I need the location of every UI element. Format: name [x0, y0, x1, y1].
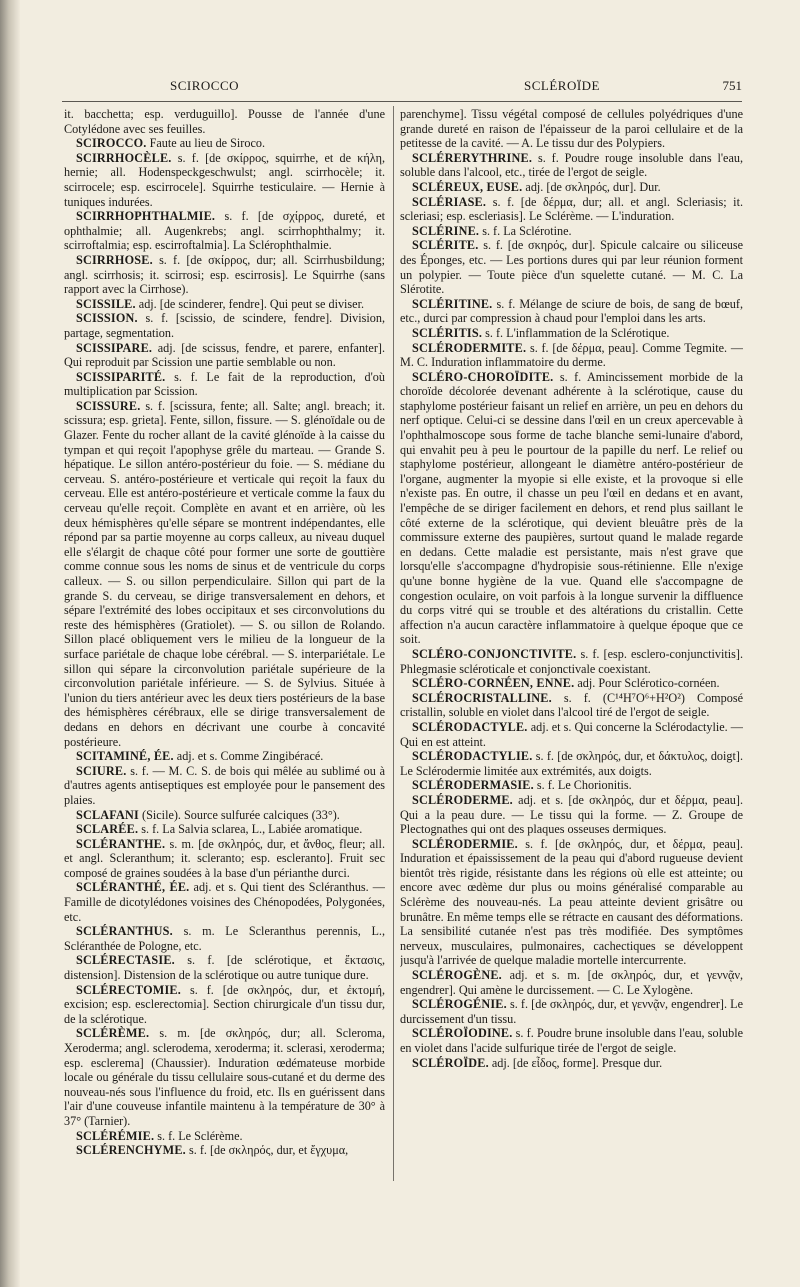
entry-definition: s. f. [scissio, de scindere, fendre]. Division, partage, segmentation.: [64, 311, 385, 340]
dictionary-entry: [64, 764, 385, 808]
dictionary-entry: [400, 676, 743, 691]
entry-definition: s. f. Poudre rouge insoluble dans l'eau, soluble dans l'alcool, etc., tirée de l'ergot de seigle.: [400, 150, 743, 180]
entry-headword: SCLARÉE.: [76, 822, 139, 837]
entry-headword: SCLÉROGÈNE.: [412, 968, 502, 983]
entry-definition: s. m. Le Scleranthus perennis, L., Scléranthée de Pologne, etc.: [64, 924, 385, 953]
entry-definition: s. f. [de σκληρός, dur, et δάκτυλος, doigt]. Le Sclérodermie limitée aux extrémités, aux doigts.: [400, 749, 743, 778]
entry-definition: s. f. [esp. esclero-conjunctivitis]. Phlegmasie scléroticale et conjonctivale coexistant.: [400, 646, 743, 676]
entry-definition: s. f. Le Chorionitis.: [536, 778, 632, 793]
dictionary-entry: [400, 341, 743, 370]
entry-headword: SCLÉREUX, EUSE.: [412, 179, 523, 194]
dictionary-entry: [64, 880, 385, 924]
running-head-left: SCIROCCO: [170, 78, 240, 93]
entry-headword: SCISSION.: [76, 311, 138, 326]
entry-definition: s. f. (C¹⁴H⁷O⁶+H²O²) Composé cristallin, soluble en violet dans l'alcool tiré de l'ergot de seigle.: [400, 690, 743, 720]
entry-headword: SCLÉRODERMITE.: [412, 340, 527, 355]
entry-definition: parenchyme]. Tissu végétal composé de cellules polyédriques d'une grande dureté en raison de l'épaisseur de la paroi cellulaire et de la petitesse de la cavité. — A. Le tissu dur des Polypiers.: [400, 107, 743, 151]
entry-headword: SCLÉRECTASIE.: [76, 953, 175, 968]
dictionary-entry: [64, 341, 385, 370]
entry-definition: s. m. [de σκληρός, dur; all. Scleroma, Xeroderma; angl. sclerodema, xeroderma; it. sclerasi, xeroderma; esp. esclerema] (Chaussier). Induration œdémateuse morbide locale ou générale du tissu cellulaire sous-cutané et du derme des nouveau-nés sous l'influence du froid, etc. Ils en guérissent dans l'air d'une couveuse infantile maintenu à la température de 30° à 37° (Tarnier).: [64, 1026, 385, 1128]
dictionary-entry: [400, 647, 743, 676]
entry-definition: adj. et s. Qui concerne la Sclérodactylie. — Qui en est atteint.: [400, 719, 743, 749]
entry-definition: adj. et s. Qui tient des Scléranthus. — Famille de dicotylédones voisines des Chénopodées, Polygonées, etc.: [64, 880, 385, 924]
entry-definition: s. f. L'inflammation de la Sclérotique.: [485, 325, 670, 340]
entry-definition: adj. et s. m. [de σκληρός, dur, et γεννᾷν, engendrer]. Qui amène le durcissement. — C. Le Xylogène.: [400, 968, 743, 997]
entry-definition: s. f. [de σκληρός, dur, et ἔγχυμα,: [188, 1143, 349, 1158]
dictionary-entry: [64, 399, 385, 749]
entry-headword: SCLÉROCRISTALLINE.: [412, 690, 552, 705]
dictionary-entry: [64, 1026, 385, 1128]
entry-headword: SCLÉRÈME.: [76, 1026, 150, 1041]
entry-headword: SCIROCCO.: [76, 136, 147, 151]
dictionary-entry: [400, 370, 743, 647]
dictionary-entry: [400, 778, 743, 793]
dictionary-entry: [64, 311, 385, 340]
entry-definition: s. f. [de σκληρός, dur, et ἐκτομή, excision; esp. esclerectomia]. Section chirurgicale d'un tissu dur, de la sclérotique.: [64, 982, 385, 1026]
entry-headword: SCLÉRIASE.: [412, 194, 487, 209]
entry-headword: SCIRRHOSE.: [76, 252, 153, 267]
entry-definition: s. f. [de σκηρός, dur]. Spicule calcaire ou siliceuse des Éponges, etc. — Les portions dures qui par leur réunion forment un polypier. — Toute pièce d'un squelette cutané. — M. C. La Slérotite.: [400, 238, 743, 297]
entry-headword: SCISSIPARE.: [76, 340, 153, 355]
entry-headword: SCLÉRANTHE.: [76, 836, 166, 851]
entry-headword: SCLÉRINE.: [412, 223, 480, 238]
entry-definition: adj. et s. [de σκληρός, dur et δέρμα, peau]. Qui a la peau dure. — Le tissu qui la forme. — Z. Groupe de Plectognathes qui ont des plaques osseuses dermiques.: [400, 792, 743, 837]
dictionary-entry: [64, 953, 385, 982]
page-binding-edge: [0, 0, 20, 1287]
entry-definition: s. f. — M. C. S. de bois qui mêlée au sublimé ou à d'autres agents antiseptiques est employée pour le pansement des plaies.: [64, 763, 385, 807]
dictionary-entry: [400, 180, 743, 195]
entry-definition: (Sicile). Source sulfurée calciques (33°).: [142, 807, 340, 822]
entry-definition: s. f. Le Sclérème.: [157, 1128, 243, 1143]
dictionary-entry: [400, 195, 743, 224]
entry-definition: s. f. [de sclérotique, et ἔκτασις, distension]. Distension de la sclérotique ou autre tunique dure.: [64, 953, 385, 983]
dictionary-entry: [64, 151, 385, 209]
right-column: [400, 107, 743, 1197]
dictionary-entry: [400, 749, 743, 778]
dictionary-entry: [64, 924, 385, 953]
entry-definition: s. f. [de δέρμα, peau]. Comme Tegmite. — M. C. Induration inflammatoire du derme.: [400, 340, 743, 370]
entry-definition: it. bacchetta; esp. verduguillo]. Pousse de l'année d'une Cotylédone avec ses feuilles.: [64, 107, 385, 136]
entry-definition: s. f. La Sclérotine.: [482, 223, 572, 238]
entry-definition: s. f. [scissura, fente; all. Salte; angl. breach; it. scissura; esp. grieta]. Fente, sillon, fissure. — S. glénoïdale ou de Glazer. Fente du rocher allant de la cavité glénoïde à la caisse du tympan et qui reçoit l'apophyse grêle du marteau. — Grande S. hépatique. Le sillon antéro-postérieur du foie. — S. médiane du cerveau. S. antéro-postérieure et verticale qui reçoit la faux du cerveau. Elle est antéro-postérieure et verticale comme la faux du cerveau qu'elle reçoit. Complète en avant et en arrière, où les deux hémisphères qu'elle sépare se montrent indépendantes, elle répond par sa partie moyenne au corps calleux, au niveau duquel elle s'élargit de chaque côté pour former une sorte de gouttière comme connue sous les noms de sinus et de ventricule du corps calleux. — S. ou sillon perpendiculaire. Sillon qui part de la grande S. du cerveau, se dirige transversalement en dehors, et sépare l'extrémité des lobes occipitaux et ses circonvolutions du reste des hémisphères (Gratiolet). — S. ou sillon de Rolando. Sillon placé obliquement vers le milieu de la longueur de la surface pariétale de chaque lobe cérébral. — S. interpariétale. Le sillon qui sépare la circonvolution pariétale supérieure de la circonvolution pariétale inférieure. — S. de Sylvius. Située à l'union du tiers antérieur avec les deux tiers postérieurs de la base des hémisphères cérébraux, elle se dirige transversalement de dedans en dehors en décrivant une courbe à concavité postérieure.: [64, 398, 385, 749]
dictionary-entry: [400, 968, 743, 997]
entry-headword: SCLÉRECTOMIE.: [76, 982, 181, 997]
entry-definition: s. f. Mélange de sciure de bois, de sang de bœuf, etc., durci par compression à chaud pour l'emploi dans les arts.: [400, 296, 743, 326]
entry-definition: s. f. Poudre brune insoluble dans l'eau, soluble en violet dans l'acide sulfurique tirée de l'ergot de seigle.: [400, 1026, 743, 1055]
dictionary-entry: [400, 997, 743, 1026]
dictionary-entry: [400, 720, 743, 749]
dictionary-entry: [64, 822, 385, 837]
entry-definition: s. f. Le fait de la reproduction, d'où multiplication par Scission.: [64, 369, 385, 399]
entry-headword: SCISSIPARITÉ.: [76, 369, 166, 384]
entry-headword: SCLÉRITINE.: [412, 296, 493, 311]
dictionary-entry: [400, 238, 743, 296]
entry-definition: s. f. La Salvia sclarea, L., Labiée aromatique.: [141, 822, 363, 837]
entry-headword: SCIRRHOCÈLE.: [76, 150, 172, 165]
entry-headword: SCLÉRODACTYLIE.: [412, 749, 533, 764]
dictionary-entry: [64, 1129, 385, 1144]
dictionary-entry: [64, 136, 385, 151]
dictionary-entry: [400, 691, 743, 720]
entry-headword: SCLÉRANTHUS.: [76, 924, 173, 939]
entry-definition: s. f. [de σκληρός, dur, et γεννᾷν, engendrer]. Le durcissement d'un tissu.: [400, 997, 743, 1026]
entry-headword: SCLÉROGÉNIE.: [412, 997, 507, 1012]
dictionary-entry: [64, 808, 385, 823]
entry-headword: SCISSILE.: [76, 296, 136, 311]
entry-headword: SCLÉRITIS.: [412, 325, 483, 340]
dictionary-entry: [64, 983, 385, 1027]
dictionary-entry: [64, 253, 385, 297]
left-column: [64, 107, 385, 1197]
entry-definition: adj. [de scissus, fendre, et parere, enfanter]. Qui reproduit par Scission une partie semblable ou non.: [64, 340, 385, 370]
entry-definition: s. f. [de σκληρός, dur, et δέρμα, peau]. Induration et épaississement de la peau qui d'abord rugueuse devient bientôt très rigide, résistante dans les régions où elle est atteinte; ou encore avec œdème dur plus ou moins généralisé comparable au Sclérème des nouveau-nés. La peau atteinte devient grisâtre ou brunâtre. En même temps elle se rétracte en causant des déformations. La sensibilité cutanée n'est pas très modifiée. Des symptômes nerveux, musculaires, pulmonaires, cachectiques se développent jusqu'à l'arrivée de quelque maladie mortelle intercurrente.: [400, 836, 743, 968]
dictionary-entry: [64, 209, 385, 253]
entry-headword: SCLÉRODERME.: [412, 792, 513, 807]
entry-definition: s. f. [de δέρμα, dur; all. et angl. Scleriasis; it. scleriasi; esp. escleriasis]. Le Sclérème. — L'induration.: [400, 194, 743, 224]
entry-definition: s. m. [de σκληρός, dur, et ἄνθος, fleur; all. et angl. Scleranthum; it. scleranto; esp. escleranto]. Fruit sec composé de graines soudées à la base d'un périanthe durci.: [64, 836, 385, 880]
dictionary-entry: [400, 224, 743, 239]
entry-definition: adj. [de εἶδος, forme]. Presque dur.: [491, 1055, 663, 1070]
dictionary-entry: [400, 151, 743, 180]
entry-headword: SCITAMINÉ, ÉE.: [76, 749, 174, 764]
entry-headword: SCLÉRÉMIE.: [76, 1128, 155, 1143]
entry-headword: SCLÉRITE.: [412, 238, 479, 253]
dictionary-entry: [400, 297, 743, 326]
entry-headword: SCLÉRO-CONJONCTIVITE.: [412, 646, 577, 661]
entry-definition: s. f. [de σκίρρος, dur; all. Scirrhusbildung; angl. scirrhosis; it. scirrosi; esp. escirrosis]. Le Squirrhe (sans rapport avec la Cirrhose).: [64, 252, 385, 297]
page-number: 751: [722, 78, 742, 93]
entry-headword: SCLÉRODERMIE.: [412, 836, 518, 851]
entry-definition: s. f. [de σχίρρος, dureté, et ophthalmie; all. Augenkrebs; angl. scirrhophthalmy; it. scirroftalmia; esp. escirroftalmia]. La Sclérophthalmie.: [64, 209, 385, 253]
entry-headword: SCLÉRANTHÉ, ÉE.: [76, 880, 190, 895]
entry-headword: SCIRRHOPHTHALMIE.: [76, 209, 216, 224]
entry-headword: SCLÉRODERMASIE.: [412, 778, 534, 793]
entry-definition: adj. Pour Sclérotico-cornéen.: [577, 676, 720, 691]
entry-headword: SCLÉROÏDE.: [412, 1055, 489, 1070]
dictionary-entry: [400, 1056, 743, 1071]
dictionary-entry: [400, 107, 743, 151]
entry-definition: s. f. Amincissement morbide de la choroïde décolorée devenant adhérente à la sclérotique, cause du staphylome postérieur faisant un relief en arrière, un peu en dehors du nerf optique. Celui-ci se dessine dans l'œil en un creux apercevable à l'ophthalmoscope sous forme de tache blanche semi-lunaire d'abord, qui envahit peu à peu le pourtour de la papille du nerf. Le relief ou staphylome postérieur, allongeant le diamètre antéro-postérieur de l'organe, augmenter la myopie si elle existe, et la provoque si elle n'existe pas. En outre, il chasse un peu l'œil en dedans et en avant, l'empêche de se diriger facilement en dehors, et rend plus saillant le côté externe de la sclérotique, qui devient bleuâtre près de la commissure externe des paupières, surtout quand le malade regarde en dedans. Cette maladie est persistante, mais n'est grave que lorsqu'elle s'accompagne d'hydropisie sous-rétinienne. Elle n'exige qu'une bonne hygiène de la vue. Quand elle s'accompagne de congestion oculaire, on voit parfois à la longue survenir la diffluence du corps vitré qui se trouble et des altérations du cristallin. Cette affection n'a aucun caractère inflammatoire à quelque époque que ce soit.: [400, 369, 743, 647]
entry-headword: SCISSURE.: [76, 398, 141, 413]
entry-headword: SCLÉRO-CORNÉEN, ENNE.: [412, 676, 575, 691]
dictionary-entry: [400, 326, 743, 341]
entry-headword: SCLÉRERYTHRINE.: [412, 150, 533, 165]
running-header: [62, 78, 742, 100]
entry-definition: adj. [de σκληρός, dur]. Dur.: [525, 179, 661, 194]
dictionary-entry: [64, 107, 385, 136]
entry-definition: s. f. [de σκίρρος, squirrhe, et de κήλη, hernie; all. Hodenspeckgeschwulst; angl. scirrhocèle; it. scirrocele; esp. escirrocele]. Squirrhe testiculaire. — Hernie à tuniques indurées.: [64, 150, 385, 209]
dictionary-entry: [64, 370, 385, 399]
dictionary-entry: [64, 749, 385, 764]
dictionary-entry: [400, 793, 743, 837]
dictionary-entry: [400, 1026, 743, 1055]
dictionary-entry: [64, 837, 385, 881]
entry-definition: Faute au lieu de Siroco.: [149, 136, 266, 151]
entry-headword: SCLAFANI: [76, 807, 139, 822]
dictionary-entry: [64, 1143, 385, 1158]
entry-headword: SCLÉRO-CHOROÏDITE.: [412, 369, 554, 384]
entry-definition: adj. et s. Comme Zingibéracé.: [176, 749, 324, 764]
entry-headword: SCLÉROÏODINE.: [412, 1026, 513, 1041]
header-rule: [62, 101, 742, 102]
entry-definition: adj. [de scinderer, fendre]. Qui peut se diviser.: [138, 296, 365, 311]
entry-headword: SCIURE.: [76, 763, 127, 778]
entry-headword: SCLÉRENCHYME.: [76, 1143, 186, 1158]
entry-headword: SCLÉRODACTYLE.: [412, 719, 528, 734]
dictionary-entry: [400, 837, 743, 968]
running-head-right: SCLÉROÏDE: [524, 78, 600, 93]
column-divider: [393, 106, 394, 1181]
dictionary-entry: [64, 297, 385, 312]
